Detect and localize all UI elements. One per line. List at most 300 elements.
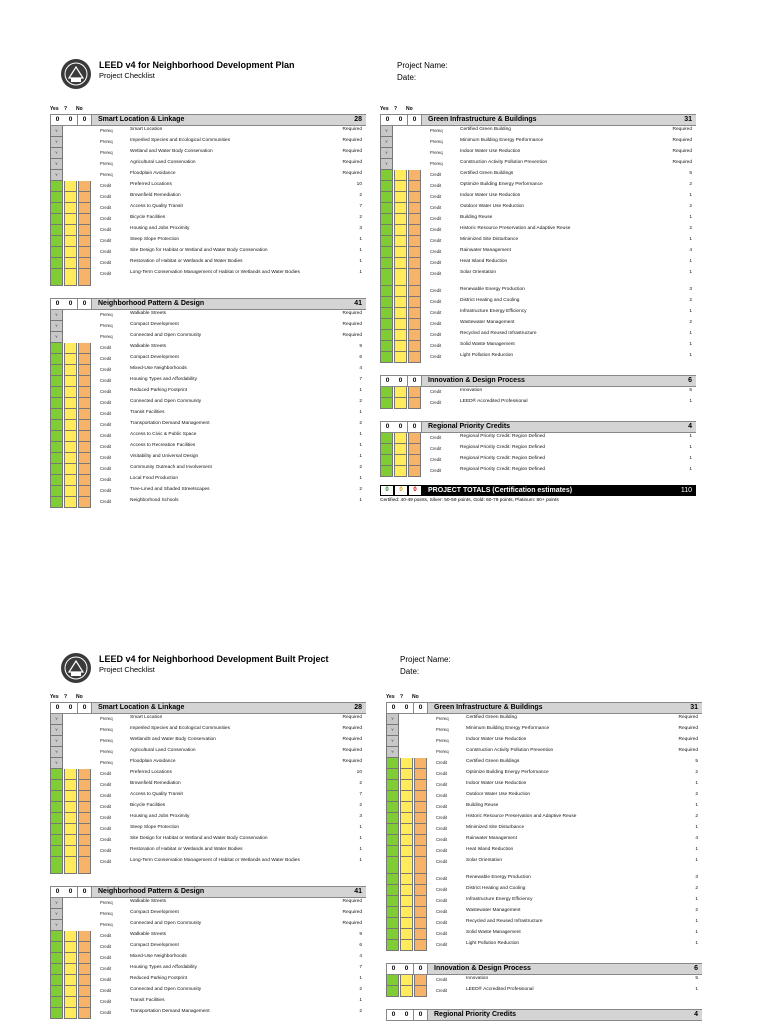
no-cell[interactable]	[78, 442, 91, 453]
maybe-cell[interactable]	[400, 802, 413, 813]
yes-cell[interactable]	[50, 247, 63, 258]
prereq-yes-mark[interactable]: Y	[386, 714, 399, 725]
no-cell[interactable]	[408, 192, 421, 203]
maybe-cell[interactable]	[64, 247, 77, 258]
section-yes-count[interactable]: 0	[50, 115, 65, 125]
no-cell[interactable]	[414, 940, 427, 951]
no-cell[interactable]	[408, 433, 421, 444]
no-cell[interactable]	[78, 802, 91, 813]
no-cell[interactable]	[414, 802, 427, 813]
yes-cell[interactable]	[50, 409, 63, 420]
no-cell[interactable]	[408, 387, 421, 398]
prereq-yes-mark[interactable]: Y	[50, 747, 63, 758]
prereq-yes-mark[interactable]: Y	[380, 148, 393, 159]
section-no-count[interactable]: 0	[414, 964, 428, 974]
maybe-cell[interactable]	[64, 791, 77, 802]
maybe-cell[interactable]	[400, 896, 413, 907]
no-cell[interactable]	[78, 365, 91, 376]
prereq-yes-mark[interactable]: Y	[50, 137, 63, 148]
yes-cell[interactable]	[50, 802, 63, 813]
no-cell[interactable]	[78, 813, 91, 824]
no-cell[interactable]	[78, 846, 91, 857]
no-cell[interactable]	[78, 269, 91, 286]
maybe-cell[interactable]	[64, 997, 77, 1008]
no-cell[interactable]	[414, 857, 427, 874]
yes-cell[interactable]	[50, 464, 63, 475]
no-cell[interactable]	[78, 486, 91, 497]
yes-cell[interactable]	[386, 857, 399, 874]
yes-cell[interactable]	[386, 975, 399, 986]
maybe-cell[interactable]	[64, 975, 77, 986]
yes-cell[interactable]	[380, 352, 393, 363]
no-cell[interactable]	[78, 931, 91, 942]
yes-cell[interactable]	[386, 769, 399, 780]
section-yes-count[interactable]: 0	[380, 376, 395, 386]
section-no-count[interactable]: 0	[78, 115, 92, 125]
yes-cell[interactable]	[380, 387, 393, 398]
maybe-cell[interactable]	[394, 308, 407, 319]
no-cell[interactable]	[414, 791, 427, 802]
maybe-cell[interactable]	[400, 885, 413, 896]
no-cell[interactable]	[414, 824, 427, 835]
no-cell[interactable]	[78, 791, 91, 802]
yes-cell[interactable]	[380, 433, 393, 444]
no-cell[interactable]	[414, 769, 427, 780]
section-yes-count[interactable]: 0	[386, 964, 401, 974]
maybe-cell[interactable]	[64, 464, 77, 475]
section-no-count[interactable]: 0	[408, 115, 422, 125]
no-cell[interactable]	[414, 929, 427, 940]
maybe-cell[interactable]	[394, 286, 407, 297]
maybe-cell[interactable]	[64, 964, 77, 975]
no-cell[interactable]	[414, 874, 427, 885]
yes-cell[interactable]	[50, 258, 63, 269]
maybe-cell[interactable]	[394, 297, 407, 308]
prereq-yes-mark[interactable]: Y	[50, 736, 63, 747]
section-maybe-count[interactable]: 0	[394, 376, 408, 386]
yes-cell[interactable]	[386, 846, 399, 857]
yes-cell[interactable]	[50, 846, 63, 857]
prereq-yes-mark[interactable]: Y	[386, 736, 399, 747]
yes-cell[interactable]	[50, 431, 63, 442]
yes-cell[interactable]	[386, 813, 399, 824]
yes-cell[interactable]	[50, 181, 63, 192]
yes-cell[interactable]	[50, 857, 63, 874]
prereq-yes-mark[interactable]: Y	[50, 725, 63, 736]
maybe-cell[interactable]	[394, 433, 407, 444]
section-maybe-count[interactable]: 0	[394, 422, 408, 432]
section-yes-count[interactable]: 0	[50, 703, 65, 713]
yes-cell[interactable]	[386, 758, 399, 769]
section-yes-count[interactable]: 0	[380, 115, 395, 125]
maybe-cell[interactable]	[394, 466, 407, 477]
yes-cell[interactable]	[380, 286, 393, 297]
yes-cell[interactable]	[50, 214, 63, 225]
yes-cell[interactable]	[386, 802, 399, 813]
section-maybe-count[interactable]: 0	[394, 115, 408, 125]
prereq-yes-mark[interactable]: Y	[50, 321, 63, 332]
section-maybe-count[interactable]: 0	[400, 1010, 414, 1020]
prereq-yes-mark[interactable]: Y	[50, 159, 63, 170]
no-cell[interactable]	[78, 769, 91, 780]
yes-cell[interactable]	[50, 203, 63, 214]
maybe-cell[interactable]	[400, 940, 413, 951]
maybe-cell[interactable]	[394, 455, 407, 466]
section-no-count[interactable]: 0	[78, 887, 92, 897]
yes-cell[interactable]	[386, 835, 399, 846]
maybe-cell[interactable]	[64, 181, 77, 192]
section-no-count[interactable]: 0	[78, 703, 92, 713]
yes-cell[interactable]	[50, 376, 63, 387]
maybe-cell[interactable]	[400, 857, 413, 874]
yes-cell[interactable]	[380, 297, 393, 308]
no-cell[interactable]	[78, 214, 91, 225]
no-cell[interactable]	[78, 1008, 91, 1019]
yes-cell[interactable]	[386, 929, 399, 940]
maybe-cell[interactable]	[400, 986, 413, 997]
maybe-cell[interactable]	[394, 319, 407, 330]
no-cell[interactable]	[78, 464, 91, 475]
yes-cell[interactable]	[50, 269, 63, 286]
section-maybe-count[interactable]: 0	[64, 299, 78, 309]
yes-cell[interactable]	[50, 964, 63, 975]
yes-cell[interactable]	[50, 475, 63, 486]
no-cell[interactable]	[414, 813, 427, 824]
prereq-yes-mark[interactable]: Y	[380, 137, 393, 148]
yes-cell[interactable]	[50, 824, 63, 835]
section-maybe-count[interactable]: 0	[400, 964, 414, 974]
yes-cell[interactable]	[50, 953, 63, 964]
no-cell[interactable]	[408, 341, 421, 352]
maybe-cell[interactable]	[64, 942, 77, 953]
yes-cell[interactable]	[50, 1008, 63, 1019]
no-cell[interactable]	[78, 975, 91, 986]
maybe-cell[interactable]	[394, 247, 407, 258]
no-cell[interactable]	[408, 247, 421, 258]
maybe-cell[interactable]	[64, 398, 77, 409]
no-cell[interactable]	[78, 343, 91, 354]
no-cell[interactable]	[408, 297, 421, 308]
prereq-yes-mark[interactable]: Y	[50, 170, 63, 181]
no-cell[interactable]	[78, 953, 91, 964]
prereq-yes-mark[interactable]: Y	[50, 758, 63, 769]
no-cell[interactable]	[78, 398, 91, 409]
no-cell[interactable]	[414, 846, 427, 857]
yes-cell[interactable]	[50, 453, 63, 464]
yes-cell[interactable]	[380, 444, 393, 455]
yes-cell[interactable]	[50, 931, 63, 942]
no-cell[interactable]	[414, 896, 427, 907]
no-cell[interactable]	[78, 236, 91, 247]
section-yes-count[interactable]: 0	[50, 299, 65, 309]
prereq-yes-mark[interactable]: Y	[50, 898, 63, 909]
yes-cell[interactable]	[50, 997, 63, 1008]
no-cell[interactable]	[78, 431, 91, 442]
no-cell[interactable]	[78, 780, 91, 791]
no-cell[interactable]	[408, 286, 421, 297]
maybe-cell[interactable]	[64, 953, 77, 964]
no-cell[interactable]	[78, 497, 91, 508]
no-cell[interactable]	[78, 420, 91, 431]
yes-cell[interactable]	[380, 214, 393, 225]
section-maybe-count[interactable]: 0	[64, 115, 78, 125]
yes-cell[interactable]	[50, 398, 63, 409]
prereq-yes-mark[interactable]: Y	[380, 126, 393, 137]
no-cell[interactable]	[408, 225, 421, 236]
yes-cell[interactable]	[50, 354, 63, 365]
no-cell[interactable]	[408, 398, 421, 409]
no-cell[interactable]	[408, 214, 421, 225]
prereq-yes-mark[interactable]: Y	[50, 714, 63, 725]
no-cell[interactable]	[78, 387, 91, 398]
maybe-cell[interactable]	[400, 929, 413, 940]
section-no-count[interactable]: 0	[78, 299, 92, 309]
no-cell[interactable]	[78, 203, 91, 214]
no-cell[interactable]	[414, 918, 427, 929]
maybe-cell[interactable]	[400, 975, 413, 986]
yes-cell[interactable]	[380, 341, 393, 352]
no-cell[interactable]	[408, 258, 421, 269]
no-cell[interactable]	[78, 986, 91, 997]
maybe-cell[interactable]	[64, 802, 77, 813]
maybe-cell[interactable]	[394, 352, 407, 363]
maybe-cell[interactable]	[400, 813, 413, 824]
maybe-cell[interactable]	[400, 835, 413, 846]
yes-cell[interactable]	[50, 986, 63, 997]
maybe-cell[interactable]	[394, 258, 407, 269]
yes-cell[interactable]	[50, 343, 63, 354]
yes-cell[interactable]	[386, 918, 399, 929]
yes-cell[interactable]	[50, 486, 63, 497]
maybe-cell[interactable]	[394, 236, 407, 247]
maybe-cell[interactable]	[64, 431, 77, 442]
section-no-count[interactable]: 0	[414, 1010, 428, 1020]
no-cell[interactable]	[408, 236, 421, 247]
no-cell[interactable]	[78, 258, 91, 269]
maybe-cell[interactable]	[64, 343, 77, 354]
maybe-cell[interactable]	[64, 497, 77, 508]
yes-cell[interactable]	[50, 497, 63, 508]
yes-cell[interactable]	[50, 192, 63, 203]
maybe-cell[interactable]	[394, 192, 407, 203]
maybe-cell[interactable]	[64, 192, 77, 203]
no-cell[interactable]	[78, 835, 91, 846]
no-cell[interactable]	[408, 352, 421, 363]
no-cell[interactable]	[78, 475, 91, 486]
maybe-cell[interactable]	[400, 824, 413, 835]
no-cell[interactable]	[78, 857, 91, 874]
yes-cell[interactable]	[50, 442, 63, 453]
maybe-cell[interactable]	[394, 387, 407, 398]
prereq-yes-mark[interactable]: Y	[380, 159, 393, 170]
yes-cell[interactable]	[50, 769, 63, 780]
section-no-count[interactable]: 0	[408, 376, 422, 386]
maybe-cell[interactable]	[64, 769, 77, 780]
maybe-cell[interactable]	[64, 486, 77, 497]
section-yes-count[interactable]: 0	[380, 422, 395, 432]
maybe-cell[interactable]	[64, 442, 77, 453]
maybe-cell[interactable]	[394, 181, 407, 192]
no-cell[interactable]	[78, 824, 91, 835]
no-cell[interactable]	[78, 997, 91, 1008]
maybe-cell[interactable]	[400, 780, 413, 791]
no-cell[interactable]	[78, 964, 91, 975]
maybe-cell[interactable]	[64, 846, 77, 857]
no-cell[interactable]	[414, 986, 427, 997]
no-cell[interactable]	[408, 466, 421, 477]
yes-cell[interactable]	[50, 835, 63, 846]
no-cell[interactable]	[78, 225, 91, 236]
yes-cell[interactable]	[380, 258, 393, 269]
yes-cell[interactable]	[386, 885, 399, 896]
no-cell[interactable]	[78, 354, 91, 365]
yes-cell[interactable]	[386, 896, 399, 907]
maybe-cell[interactable]	[400, 907, 413, 918]
yes-cell[interactable]	[380, 225, 393, 236]
maybe-cell[interactable]	[64, 376, 77, 387]
yes-cell[interactable]	[50, 942, 63, 953]
yes-cell[interactable]	[386, 986, 399, 997]
no-cell[interactable]	[408, 455, 421, 466]
yes-cell[interactable]	[380, 330, 393, 341]
no-cell[interactable]	[408, 203, 421, 214]
maybe-cell[interactable]	[64, 813, 77, 824]
prereq-yes-mark[interactable]: Y	[386, 725, 399, 736]
maybe-cell[interactable]	[400, 874, 413, 885]
no-cell[interactable]	[408, 170, 421, 181]
maybe-cell[interactable]	[64, 225, 77, 236]
yes-cell[interactable]	[380, 192, 393, 203]
no-cell[interactable]	[408, 319, 421, 330]
maybe-cell[interactable]	[400, 918, 413, 929]
maybe-cell[interactable]	[64, 236, 77, 247]
yes-cell[interactable]	[386, 824, 399, 835]
maybe-cell[interactable]	[394, 341, 407, 352]
prereq-yes-mark[interactable]: Y	[50, 332, 63, 343]
yes-cell[interactable]	[380, 398, 393, 409]
yes-cell[interactable]	[380, 308, 393, 319]
maybe-cell[interactable]	[64, 214, 77, 225]
section-maybe-count[interactable]: 0	[64, 887, 78, 897]
maybe-cell[interactable]	[64, 409, 77, 420]
maybe-cell[interactable]	[394, 330, 407, 341]
maybe-cell[interactable]	[394, 398, 407, 409]
prereq-yes-mark[interactable]: Y	[50, 148, 63, 159]
maybe-cell[interactable]	[394, 225, 407, 236]
no-cell[interactable]	[408, 444, 421, 455]
maybe-cell[interactable]	[400, 791, 413, 802]
maybe-cell[interactable]	[64, 475, 77, 486]
yes-cell[interactable]	[380, 236, 393, 247]
yes-cell[interactable]	[50, 813, 63, 824]
section-no-count[interactable]: 0	[408, 422, 422, 432]
no-cell[interactable]	[78, 192, 91, 203]
no-cell[interactable]	[78, 181, 91, 192]
no-cell[interactable]	[408, 308, 421, 319]
no-cell[interactable]	[408, 181, 421, 192]
maybe-cell[interactable]	[64, 1008, 77, 1019]
maybe-cell[interactable]	[64, 835, 77, 846]
maybe-cell[interactable]	[64, 780, 77, 791]
yes-cell[interactable]	[386, 907, 399, 918]
maybe-cell[interactable]	[394, 214, 407, 225]
prereq-yes-mark[interactable]: Y	[50, 909, 63, 920]
yes-cell[interactable]	[50, 387, 63, 398]
yes-cell[interactable]	[50, 365, 63, 376]
yes-cell[interactable]	[386, 780, 399, 791]
maybe-cell[interactable]	[64, 387, 77, 398]
maybe-cell[interactable]	[64, 354, 77, 365]
yes-cell[interactable]	[50, 420, 63, 431]
section-maybe-count[interactable]: 0	[400, 703, 414, 713]
yes-cell[interactable]	[50, 975, 63, 986]
yes-cell[interactable]	[380, 466, 393, 477]
maybe-cell[interactable]	[394, 170, 407, 181]
no-cell[interactable]	[414, 780, 427, 791]
prereq-yes-mark[interactable]: Y	[50, 126, 63, 137]
no-cell[interactable]	[78, 409, 91, 420]
yes-cell[interactable]	[386, 791, 399, 802]
yes-cell[interactable]	[380, 269, 393, 286]
maybe-cell[interactable]	[64, 857, 77, 874]
maybe-cell[interactable]	[400, 846, 413, 857]
maybe-cell[interactable]	[400, 758, 413, 769]
yes-cell[interactable]	[50, 225, 63, 236]
no-cell[interactable]	[414, 975, 427, 986]
yes-cell[interactable]	[380, 455, 393, 466]
maybe-cell[interactable]	[64, 258, 77, 269]
prereq-yes-mark[interactable]: Y	[50, 920, 63, 931]
maybe-cell[interactable]	[64, 824, 77, 835]
no-cell[interactable]	[414, 835, 427, 846]
maybe-cell[interactable]	[64, 931, 77, 942]
section-yes-count[interactable]: 0	[50, 887, 65, 897]
yes-cell[interactable]	[380, 203, 393, 214]
no-cell[interactable]	[408, 330, 421, 341]
maybe-cell[interactable]	[64, 420, 77, 431]
maybe-cell[interactable]	[64, 365, 77, 376]
maybe-cell[interactable]	[64, 453, 77, 464]
yes-cell[interactable]	[380, 319, 393, 330]
prereq-yes-mark[interactable]: Y	[386, 747, 399, 758]
maybe-cell[interactable]	[394, 269, 407, 286]
maybe-cell[interactable]	[394, 444, 407, 455]
no-cell[interactable]	[408, 269, 421, 286]
yes-cell[interactable]	[50, 236, 63, 247]
no-cell[interactable]	[414, 885, 427, 896]
no-cell[interactable]	[78, 942, 91, 953]
maybe-cell[interactable]	[400, 769, 413, 780]
no-cell[interactable]	[78, 453, 91, 464]
no-cell[interactable]	[78, 247, 91, 258]
maybe-cell[interactable]	[64, 203, 77, 214]
no-cell[interactable]	[414, 907, 427, 918]
maybe-cell[interactable]	[64, 269, 77, 286]
section-yes-count[interactable]: 0	[386, 1010, 401, 1020]
section-maybe-count[interactable]: 0	[64, 703, 78, 713]
section-yes-count[interactable]: 0	[386, 703, 401, 713]
yes-cell[interactable]	[380, 247, 393, 258]
yes-cell[interactable]	[386, 940, 399, 951]
no-cell[interactable]	[414, 758, 427, 769]
yes-cell[interactable]	[386, 874, 399, 885]
yes-cell[interactable]	[50, 780, 63, 791]
section-no-count[interactable]: 0	[414, 703, 428, 713]
yes-cell[interactable]	[50, 791, 63, 802]
no-cell[interactable]	[78, 376, 91, 387]
maybe-cell[interactable]	[394, 203, 407, 214]
yes-cell[interactable]	[380, 170, 393, 181]
